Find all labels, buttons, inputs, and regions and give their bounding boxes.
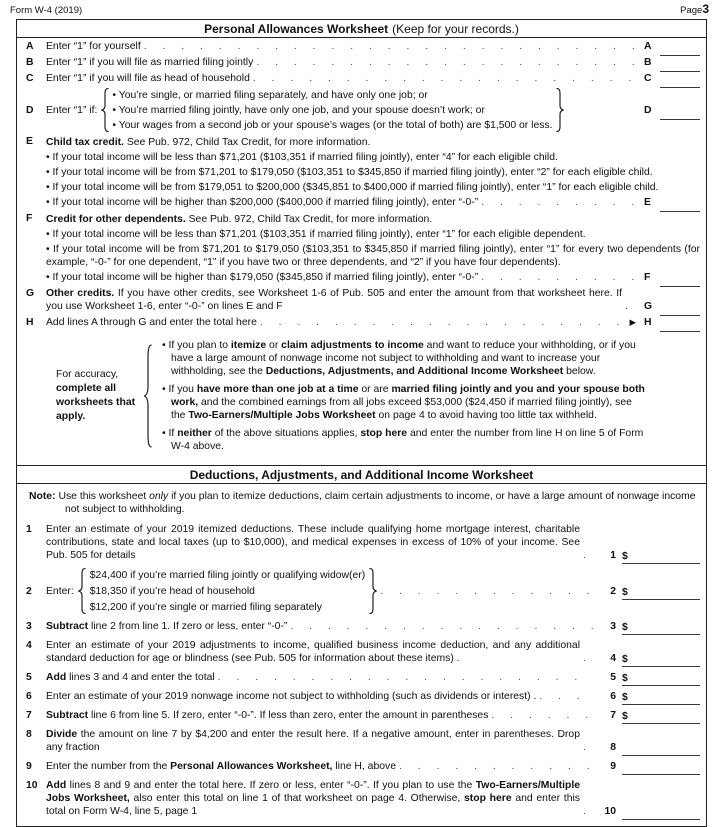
page-number: 3	[702, 2, 709, 16]
bullet-item: • You’re married filing jointly, have only one job, and your spouse doesn’t work; or	[112, 104, 552, 117]
dollar-sign: $	[622, 711, 628, 722]
row-letter: C	[26, 73, 34, 84]
row-number-right: 8	[610, 742, 616, 753]
row-letter: D	[26, 104, 34, 116]
row-number-right: 1	[610, 550, 616, 561]
bullet-item: • You’re single, or married filing separately, and have only one job; or	[112, 89, 552, 102]
paw-title-band	[17, 20, 706, 38]
entry-col-10	[594, 805, 700, 818]
row-number: 1	[26, 524, 32, 535]
dollar-sign: $	[622, 692, 628, 703]
accuracy-label-normal: For accuracy,	[56, 369, 119, 380]
entry-line-H[interactable]	[660, 319, 700, 332]
row-number: 8	[26, 729, 32, 740]
worksheet-row-4	[17, 637, 706, 667]
row-text: Add lines A through G and enter the total here	[46, 317, 257, 328]
dot-leader	[215, 671, 594, 684]
option-item: $12,200 if you’re single or married filing separately	[89, 601, 322, 613]
entry-line-C[interactable]	[660, 75, 700, 88]
row-text: Enter the number from the Personal Allowances Worksheet, line H, above	[46, 761, 396, 772]
entry-line-4[interactable]	[622, 653, 700, 667]
row-d-conditions	[112, 89, 552, 132]
dot-leader	[377, 585, 594, 598]
dot-leader	[488, 709, 594, 722]
row-letter: B	[26, 57, 34, 68]
row-text: Subtract line 2 from line 1. If zero or less, enter “-0-”	[46, 621, 288, 632]
entry-col-H	[636, 316, 700, 329]
dot-leader	[580, 805, 594, 818]
left-brace-icon	[78, 568, 86, 614]
accuracy-label	[56, 368, 144, 424]
entry-col-3	[594, 620, 700, 633]
entry-col-C	[636, 72, 700, 85]
row-text: Add lines 3 and 4 and enter the total	[46, 672, 215, 683]
worksheet-row-2	[17, 566, 706, 616]
worksheet-row-8	[17, 726, 706, 756]
worksheet-row-C	[17, 71, 706, 86]
entry-col-A	[636, 40, 700, 53]
accuracy-note	[17, 330, 706, 463]
bullet-item: • If your total income will be less than $71,201 ($103,351 if married filing jointly), enter “4” for each eligible child.	[46, 151, 700, 164]
entry-line-B[interactable]	[660, 59, 700, 72]
dot-leader	[396, 760, 594, 773]
row-number-right: 9	[610, 761, 616, 772]
entry-line-2[interactable]	[622, 586, 700, 600]
entry-col-8	[594, 741, 700, 754]
row-number: 3	[26, 621, 32, 632]
entry-line-6[interactable]	[622, 691, 700, 705]
row-letter: E	[26, 136, 33, 147]
row-number-right: 3	[610, 621, 616, 632]
bullet-item: • If neither of the above situations applies, stop here and enter the number from line H on line 5 of Form W-4 above.	[162, 427, 648, 453]
row-letter-right: B	[644, 57, 652, 68]
entry-col-B	[636, 56, 700, 69]
entry-line-D[interactable]	[660, 107, 700, 120]
entry-line-5[interactable]	[622, 672, 700, 686]
row-letter-right: A	[644, 41, 652, 52]
worksheet-row-E	[17, 134, 706, 210]
row-text: Subtract line 6 from line 5. If zero, enter “-0-”. If less than zero, enter the amount in parentheses	[46, 710, 489, 721]
worksheet-row-B	[17, 55, 706, 70]
entry-col-2	[594, 585, 700, 598]
row-letter-right: E	[644, 197, 651, 208]
entry-line-G[interactable]	[660, 303, 700, 316]
row-letter: A	[26, 41, 34, 52]
row-text: Enter an estimate of your 2019 adjustments to income, qualified business income deduction, and any additional standard deduction for age or blindness (see Pub. 505 for information about these items) .	[46, 640, 580, 664]
entry-line-7[interactable]	[622, 710, 700, 724]
row-2-label: Enter:	[46, 585, 74, 597]
row-text: Enter an estimate of your 2019 nonwage income not subject to withholding (such as dividends or interest) .	[46, 691, 537, 702]
dot-leader	[536, 690, 594, 703]
row-text: Enter “1” if you will file as married filing jointly	[46, 57, 254, 68]
dot-leader	[622, 300, 636, 313]
row-letter-right: H	[644, 317, 652, 328]
row-2-options	[90, 569, 365, 614]
worksheet-row-D	[17, 87, 706, 133]
paw-title: Personal Allowances Worksheet	[204, 22, 389, 36]
bullet-item: • If you have more than one job at a time or are married filing jointly and you and your spouse both work, and the combined earnings from all jobs exceed $53,000 ($24,450 if married filing jointly), see the Two-Earners/Multiple Jobs Worksheet on page 4 to avoid having too little tax withheld.	[162, 383, 648, 422]
dot-leader	[580, 549, 594, 562]
dot-leader	[257, 316, 628, 329]
row-text: Divide the amount on line 7 by $4,200 and enter the result here. If a negative amount, enter in parentheses. Drop any fraction	[46, 729, 580, 753]
dot-leader	[580, 652, 594, 665]
row-number: 2	[26, 585, 32, 597]
dot-leader	[250, 72, 636, 85]
form-body	[16, 19, 707, 827]
row-number: 7	[26, 710, 32, 721]
entry-col-5	[594, 671, 700, 684]
left-brace-icon	[101, 88, 109, 132]
worksheet-row-G	[17, 286, 706, 314]
entry-line-F[interactable]	[660, 274, 700, 287]
row-letter-right: D	[644, 104, 652, 116]
dollar-sign: $	[622, 551, 628, 562]
worksheet-row-1	[17, 521, 706, 564]
entry-col-D	[636, 104, 700, 117]
daw-title-band: Deductions, Adjustments, and Additional Income Worksheet	[17, 465, 706, 484]
page-header	[0, 0, 719, 19]
entry-col-E	[636, 196, 700, 209]
right-brace-icon	[369, 568, 377, 614]
row-text: Enter “1” if you will file as head of household	[46, 73, 250, 84]
bullet-item: • If your total income will be higher than $200,000 ($400,000 if married filing jointly), enter “-0-”	[46, 196, 478, 209]
row-f-heading: Credit for other dependents. See Pub. 972, Child Tax Credit, for more information.	[46, 214, 433, 225]
row-letter-right: G	[644, 301, 653, 312]
row-number: 9	[26, 761, 32, 772]
dot-leader	[478, 196, 636, 209]
note-label: Note:	[29, 491, 56, 502]
entry-col-F	[636, 271, 700, 284]
row-letter: H	[26, 317, 34, 328]
row-number-right: 10	[604, 806, 616, 817]
worksheet-row-7	[17, 707, 706, 724]
row-letter: G	[26, 288, 35, 299]
daw-note	[17, 486, 706, 519]
entry-line-3[interactable]	[622, 621, 700, 635]
entry-line-9[interactable]	[622, 761, 700, 775]
accuracy-label-bold: complete all worksheets that apply.	[56, 383, 136, 422]
row-letter-right: F	[644, 272, 651, 283]
dot-leader	[580, 741, 594, 754]
worksheet-row-A	[17, 39, 706, 54]
row-letter: F	[26, 213, 33, 224]
paw-subtitle: (Keep for your records.)	[392, 22, 519, 36]
arrow-icon: ▶	[629, 317, 636, 327]
dollar-sign: $	[622, 586, 628, 598]
dollar-sign: $	[622, 622, 628, 633]
row-number: 5	[26, 672, 32, 683]
worksheet-row-9	[17, 758, 706, 775]
dot-leader	[141, 40, 636, 53]
dollar-sign: $	[622, 654, 628, 665]
row-number-right: 6	[610, 691, 616, 702]
row-text: Enter “1” for yourself	[46, 41, 141, 52]
bullet-item: • If your total income will be from $179,051 to $200,000 ($345,851 to $400,000 if married filing jointly), enter “1” for each eligible child.	[46, 181, 700, 194]
bullet-item: • If your total income will be less than $71,201 ($103,351 if married filing jointly), enter “1” for each eligible dependent.	[46, 228, 700, 241]
row-e-heading: Child tax credit. See Pub. 972, Child Tax Credit, for more information.	[46, 137, 371, 148]
row-d-label: Enter “1” if:	[46, 104, 98, 116]
entry-line-8[interactable]	[622, 742, 700, 756]
row-number: 6	[26, 691, 32, 702]
bullet-item: • If you plan to itemize or claim adjustments to income and want to reduce your withholding, or if you have a large amount of nonwage income not subject to withholding and want to increase your withholding, see the Deductions, Adjustments, and Additional Income Worksheet below.	[162, 339, 648, 378]
option-item: $18,350 if you’re head of household	[89, 585, 255, 597]
entry-col-6	[594, 690, 700, 703]
row-number-right: 4	[610, 653, 616, 664]
dot-leader	[253, 56, 636, 69]
entry-col-4	[594, 652, 700, 665]
bullet-item: • Your wages from a second job or your spouse’s wages (or the total of both) are $1,500 or less.	[112, 119, 552, 132]
row-number-right: 7	[610, 710, 616, 721]
entry-line-10[interactable]	[622, 806, 700, 820]
entry-line-A[interactable]	[660, 43, 700, 56]
row-number: 4	[26, 640, 32, 651]
row-number-right: 5	[610, 672, 616, 683]
left-brace-icon	[144, 344, 152, 448]
worksheet-row-F	[17, 211, 706, 285]
dollar-sign: $	[622, 673, 628, 684]
page-word: Page	[680, 5, 703, 16]
row-text: Add lines 8 and 9 and enter the total here. If zero or less, enter “-0-”. If you plan to use the Two-Earners/Multiple Jobs Worksheet, also enter this total on line 1 of that worksheet on page 4. Otherwise, stop here and enter this total on Form W-4, line 5, page 1	[46, 780, 580, 817]
worksheet-row-6	[17, 688, 706, 705]
worksheet-row-5	[17, 669, 706, 686]
worksheet-row-10	[17, 777, 706, 820]
entry-col-7	[594, 709, 700, 722]
worksheet-row-H	[17, 315, 706, 330]
accuracy-bullets	[162, 339, 648, 453]
bullet-item: • If your total income will be from $71,201 to $179,050 ($103,351 to $345,850 if married filing jointly), enter “1” for every two dependents (for example, “-0-” for one dependent, “1” if you have two or three dependents, and “2” if you have four dependents).	[46, 243, 700, 269]
row-letter-right: C	[644, 73, 652, 84]
entry-line-E[interactable]	[660, 199, 700, 212]
entry-col-1	[594, 549, 700, 562]
form-id: Form W-4 (2019)	[10, 5, 83, 16]
row-number: 10	[26, 780, 38, 791]
worksheet-row-3	[17, 618, 706, 635]
right-brace-icon	[556, 88, 564, 132]
row-text: Enter an estimate of your 2019 itemized deductions. These include qualifying home mortgage interest, charitable contributions, state and local taxes (up to $10,000), and medical expenses in excess of 10% of your income. See Pub. 505 for details	[46, 524, 580, 561]
option-item: $24,400 if you’re married filing jointly or qualifying widow(er)	[89, 569, 366, 581]
row-number-right: 2	[610, 585, 616, 597]
row-text: Other credits. If you have other credits, see Worksheet 1-6 of Pub. 505 and enter the amount from that worksheet here. If you use Worksheet 1-6, enter “-0-” on lines E and F	[46, 288, 622, 312]
entry-col-9	[594, 760, 700, 773]
page-indicator	[680, 3, 709, 17]
entry-line-1[interactable]	[622, 550, 700, 564]
bullet-item: • If your total income will be from $71,201 to $179,050 ($103,351 to $345,850 if married filing jointly), enter “2” for each eligible child.	[46, 166, 700, 179]
dot-leader	[287, 620, 594, 633]
entry-col-G	[636, 300, 700, 313]
dot-leader	[478, 271, 636, 284]
bullet-item: • If your total income will be higher than $179,050 ($345,850 if married filing jointly), enter “-0-”	[46, 271, 478, 284]
note-text: Use this worksheet only if you plan to itemize deductions, claim certain adjustments to income, or have a large amount of nonwage income not subject to withholding.	[58, 491, 696, 515]
